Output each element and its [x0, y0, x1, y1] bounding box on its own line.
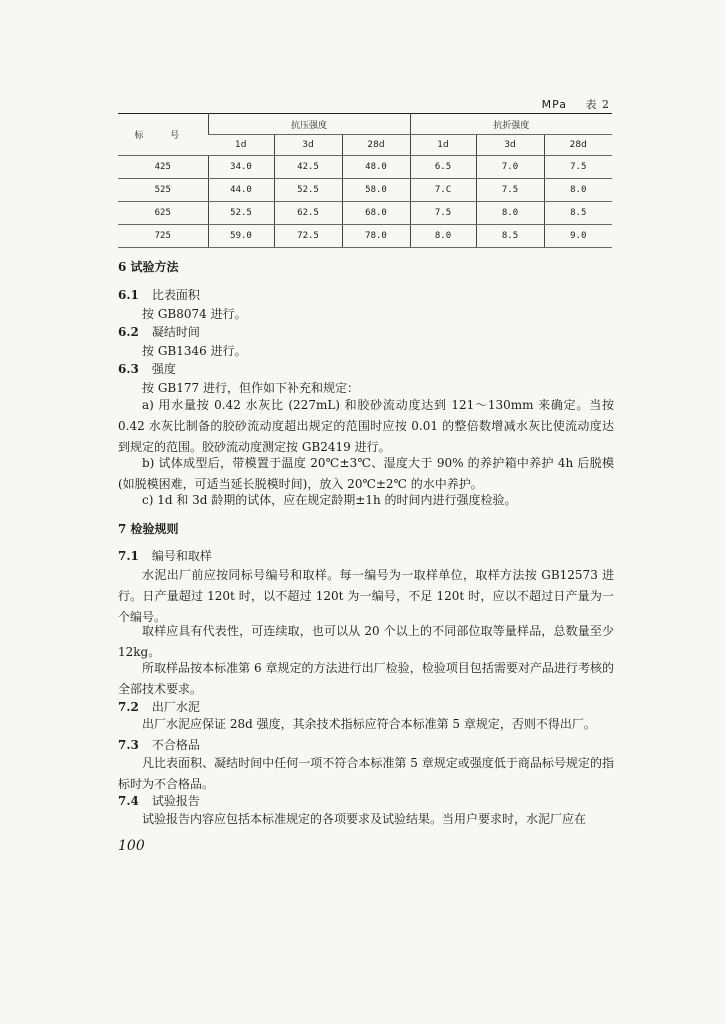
subsection-number: 6.1 [118, 288, 139, 302]
subsection-heading [118, 792, 200, 809]
value-cell: 58.0 [342, 179, 410, 202]
subsection-number: 7.4 [118, 794, 139, 808]
value-cell: 72.5 [274, 225, 342, 248]
value-cell: 52.5 [208, 202, 274, 225]
subsection-number: 7.1 [118, 549, 139, 563]
paragraph: 按 GB177 进行，但作如下补充和规定： [142, 381, 359, 395]
value-cell: 48.0 [342, 156, 410, 179]
grade-cell: 425 [118, 156, 208, 179]
header-age: 3d [476, 135, 544, 156]
header-age: 28d [544, 135, 612, 156]
paragraph: 出厂水泥应保证 28d 强度，其余技术指标应符合本标准第 5 章规定，否则不得出厂。 [142, 717, 596, 731]
header-compressive: 抗压强度 [208, 114, 410, 135]
header-grade: 标 号 [118, 114, 208, 156]
header-age: 28d [342, 135, 410, 156]
table-label: 表 2 [585, 98, 610, 111]
section-heading: 7 检验规则 [118, 522, 179, 536]
header-flexural: 抗折强度 [410, 114, 612, 135]
value-cell: 52.5 [274, 179, 342, 202]
value-cell: 44.0 [208, 179, 274, 202]
paragraph: c) 1d 和 3d 龄期的试体，应在规定龄期±1h 的时间内进行强度检验。 [142, 493, 517, 507]
grade-cell: 625 [118, 202, 208, 225]
value-cell: 8.0 [544, 179, 612, 202]
subsection-heading [118, 736, 200, 753]
value-cell: 8.5 [476, 225, 544, 248]
paragraph: 按 GB8074 进行。 [142, 307, 247, 321]
header-age: 3d [274, 135, 342, 156]
paragraph: 按 GB1346 进行。 [142, 344, 247, 358]
value-cell: 78.0 [342, 225, 410, 248]
value-cell: 59.0 [208, 225, 274, 248]
table-row [118, 179, 612, 202]
subsection-title: 试验报告 [151, 794, 200, 808]
value-cell: 7.0 [476, 156, 544, 179]
paragraph: 水泥出厂前应按同标号编号和取样。每一编号为一取样单位，取样方法按 GB12573 进行。日产量超过 120t 时，以不超过 120t 为一编号，不足 120t 时，应以不超过日产量为一个编号。 [118, 568, 614, 624]
subsection-heading [118, 286, 200, 303]
subsection-number: 7.3 [118, 738, 139, 752]
paragraph: 凡比表面积、凝结时间中任何一项不符合本标准第 5 章规定或强度低于商品标号规定的指标时为不合格品。 [118, 756, 614, 791]
value-cell: 8.5 [544, 202, 612, 225]
subsection-heading [118, 360, 176, 377]
paragraph: 取样应具有代表性，可连续取，也可以从 20 个以上的不同部位取等量样品，总数量至少 12kg。 [118, 624, 614, 659]
table-caption [542, 96, 610, 112]
page-number: 100 [118, 838, 145, 854]
table-row [118, 202, 612, 225]
header-age: 1d [410, 135, 476, 156]
subsection-title: 出厂水泥 [151, 700, 200, 714]
section-heading: 6 试验方法 [118, 260, 179, 274]
subsection-title: 强度 [151, 362, 176, 376]
value-cell: 8.0 [476, 202, 544, 225]
table-unit: MPa [541, 98, 567, 111]
subsection-number: 7.2 [118, 700, 139, 714]
subsection-heading [118, 547, 212, 564]
subsection-heading [118, 698, 200, 715]
value-cell: 68.0 [342, 202, 410, 225]
subsection-title: 编号和取样 [151, 549, 212, 563]
paragraph: a) 用水量按 0.42 水灰比 (227mL) 和胶砂流动度达到 121～130mm 来确定。当按 0.42 水灰比制备的胶砂流动度超出规定的范围时应按 0.01 的整倍数增减水灰比使流动度达到规定的范围。胶砂流动度测定按 GB2419 进行。 [118, 398, 614, 454]
grade-cell: 725 [118, 225, 208, 248]
paragraph: 所取样品按本标准第 6 章规定的方法进行出厂检验，检验项目包括需要对产品进行考核的全部技术要求。 [118, 661, 614, 696]
subsection-title: 不合格品 [151, 738, 200, 752]
paragraph: 试验报告内容应包括本标准规定的各项要求及试验结果。当用户要求时，水泥厂应在 [142, 812, 587, 826]
header-age: 1d [208, 135, 274, 156]
value-cell: 34.0 [208, 156, 274, 179]
table-row [118, 225, 612, 248]
subsection-title: 凝结时间 [151, 325, 200, 339]
grade-cell: 525 [118, 179, 208, 202]
value-cell: 62.5 [274, 202, 342, 225]
value-cell: 8.0 [410, 225, 476, 248]
paragraph: b) 试体成型后，带模置于温度 20℃±3℃、湿度大于 90% 的养护箱中养护 4h 后脱模 (如脱模困难，可适当延长脱模时间)，放入 20℃±2℃ 的水中养护。 [118, 456, 614, 491]
value-cell: 42.5 [274, 156, 342, 179]
subsection-number: 6.3 [118, 362, 139, 376]
value-cell: 7.5 [476, 179, 544, 202]
value-cell: 7.5 [544, 156, 612, 179]
value-cell: 7.5 [410, 202, 476, 225]
value-cell: 9.0 [544, 225, 612, 248]
subsection-heading [118, 323, 200, 340]
subsection-number: 6.2 [118, 325, 139, 339]
value-cell: 6.5 [410, 156, 476, 179]
strength-table [118, 113, 612, 248]
table-row [118, 156, 612, 179]
subsection-title: 比表面积 [151, 288, 200, 302]
value-cell: 7.C [410, 179, 476, 202]
